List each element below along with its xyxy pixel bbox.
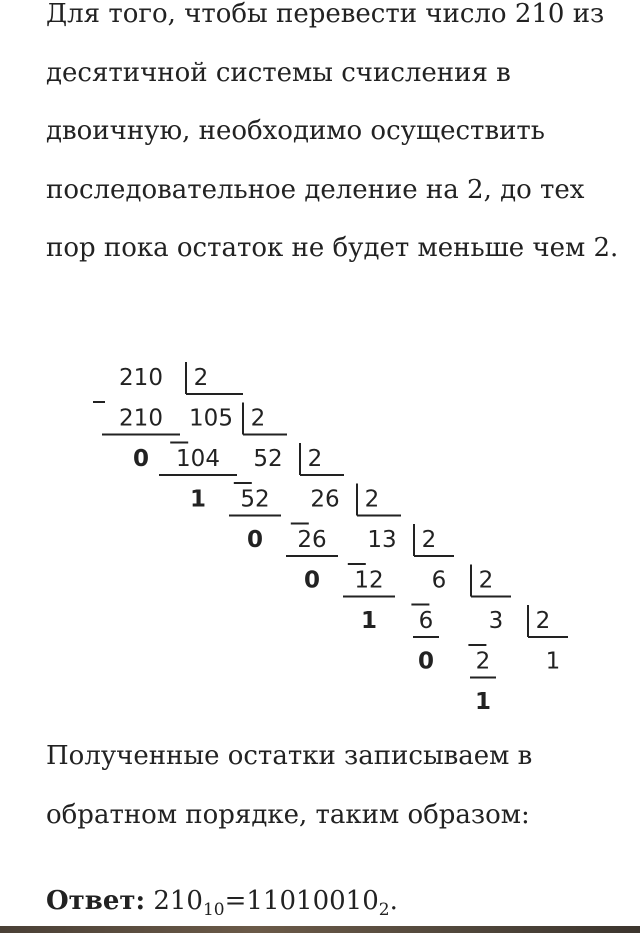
- subtracted-1: 104: [176, 446, 220, 472]
- remainder-3: 0: [303, 567, 321, 594]
- divisor-5: 2: [478, 567, 494, 594]
- subtracted-2: 52: [240, 486, 270, 513]
- subtracted-6: 2: [475, 648, 491, 675]
- dividend-0: 210: [119, 365, 163, 391]
- subtracted-3: 26: [297, 527, 327, 553]
- remainder-6: 1: [474, 689, 492, 715]
- subtracted-0: 210: [119, 405, 163, 432]
- divisor-1: 2: [250, 405, 266, 432]
- quotient-3: 13: [367, 527, 397, 553]
- subtracted-4: 12: [354, 567, 384, 594]
- answer-decimal-base: 10: [202, 900, 225, 920]
- answer-binary-base: 2: [378, 900, 390, 920]
- remainder-4: 1: [360, 608, 378, 634]
- remainder-0: 0: [132, 446, 150, 472]
- intro-paragraph: Для того, чтобы перевести число 210 из десятичной системы счисления в двоичную, необходимо осуществить последовательное деление на 2, до тех пор пока остаток не будет меньше чем 2.: [46, 0, 619, 263]
- answer-equals: =: [224, 886, 247, 916]
- bottom-image-strip: [0, 926, 640, 933]
- outro-paragraph: Полученные остатки записываем в обратном порядке, таким образом:: [46, 741, 533, 830]
- answer-period: .: [389, 886, 398, 916]
- answer-decimal: 210: [153, 886, 203, 916]
- remainder-2: 0: [246, 527, 264, 553]
- long-division-diagram: [0, 360, 640, 730]
- quotient-1: 52: [253, 446, 283, 472]
- subtracted-5: 6: [418, 608, 434, 634]
- quotient-4: 6: [431, 567, 447, 594]
- divisor-0: 2: [193, 365, 209, 391]
- answer-label: Ответ:: [46, 886, 146, 916]
- divisor-6: 2: [535, 608, 551, 634]
- answer-line: [46, 872, 626, 931]
- quotient-0: 105: [189, 405, 233, 432]
- quotient-2: 26: [310, 486, 340, 513]
- divisor-3: 2: [364, 486, 380, 513]
- divisor-2: 2: [307, 446, 323, 472]
- quotient-5: 3: [488, 608, 504, 634]
- remainder-5: 0: [417, 648, 435, 675]
- quotient-6: 1: [545, 648, 561, 675]
- answer-binary: 11010010: [246, 886, 379, 916]
- remainder-1: 1: [189, 486, 207, 513]
- divisor-4: 2: [421, 527, 437, 553]
